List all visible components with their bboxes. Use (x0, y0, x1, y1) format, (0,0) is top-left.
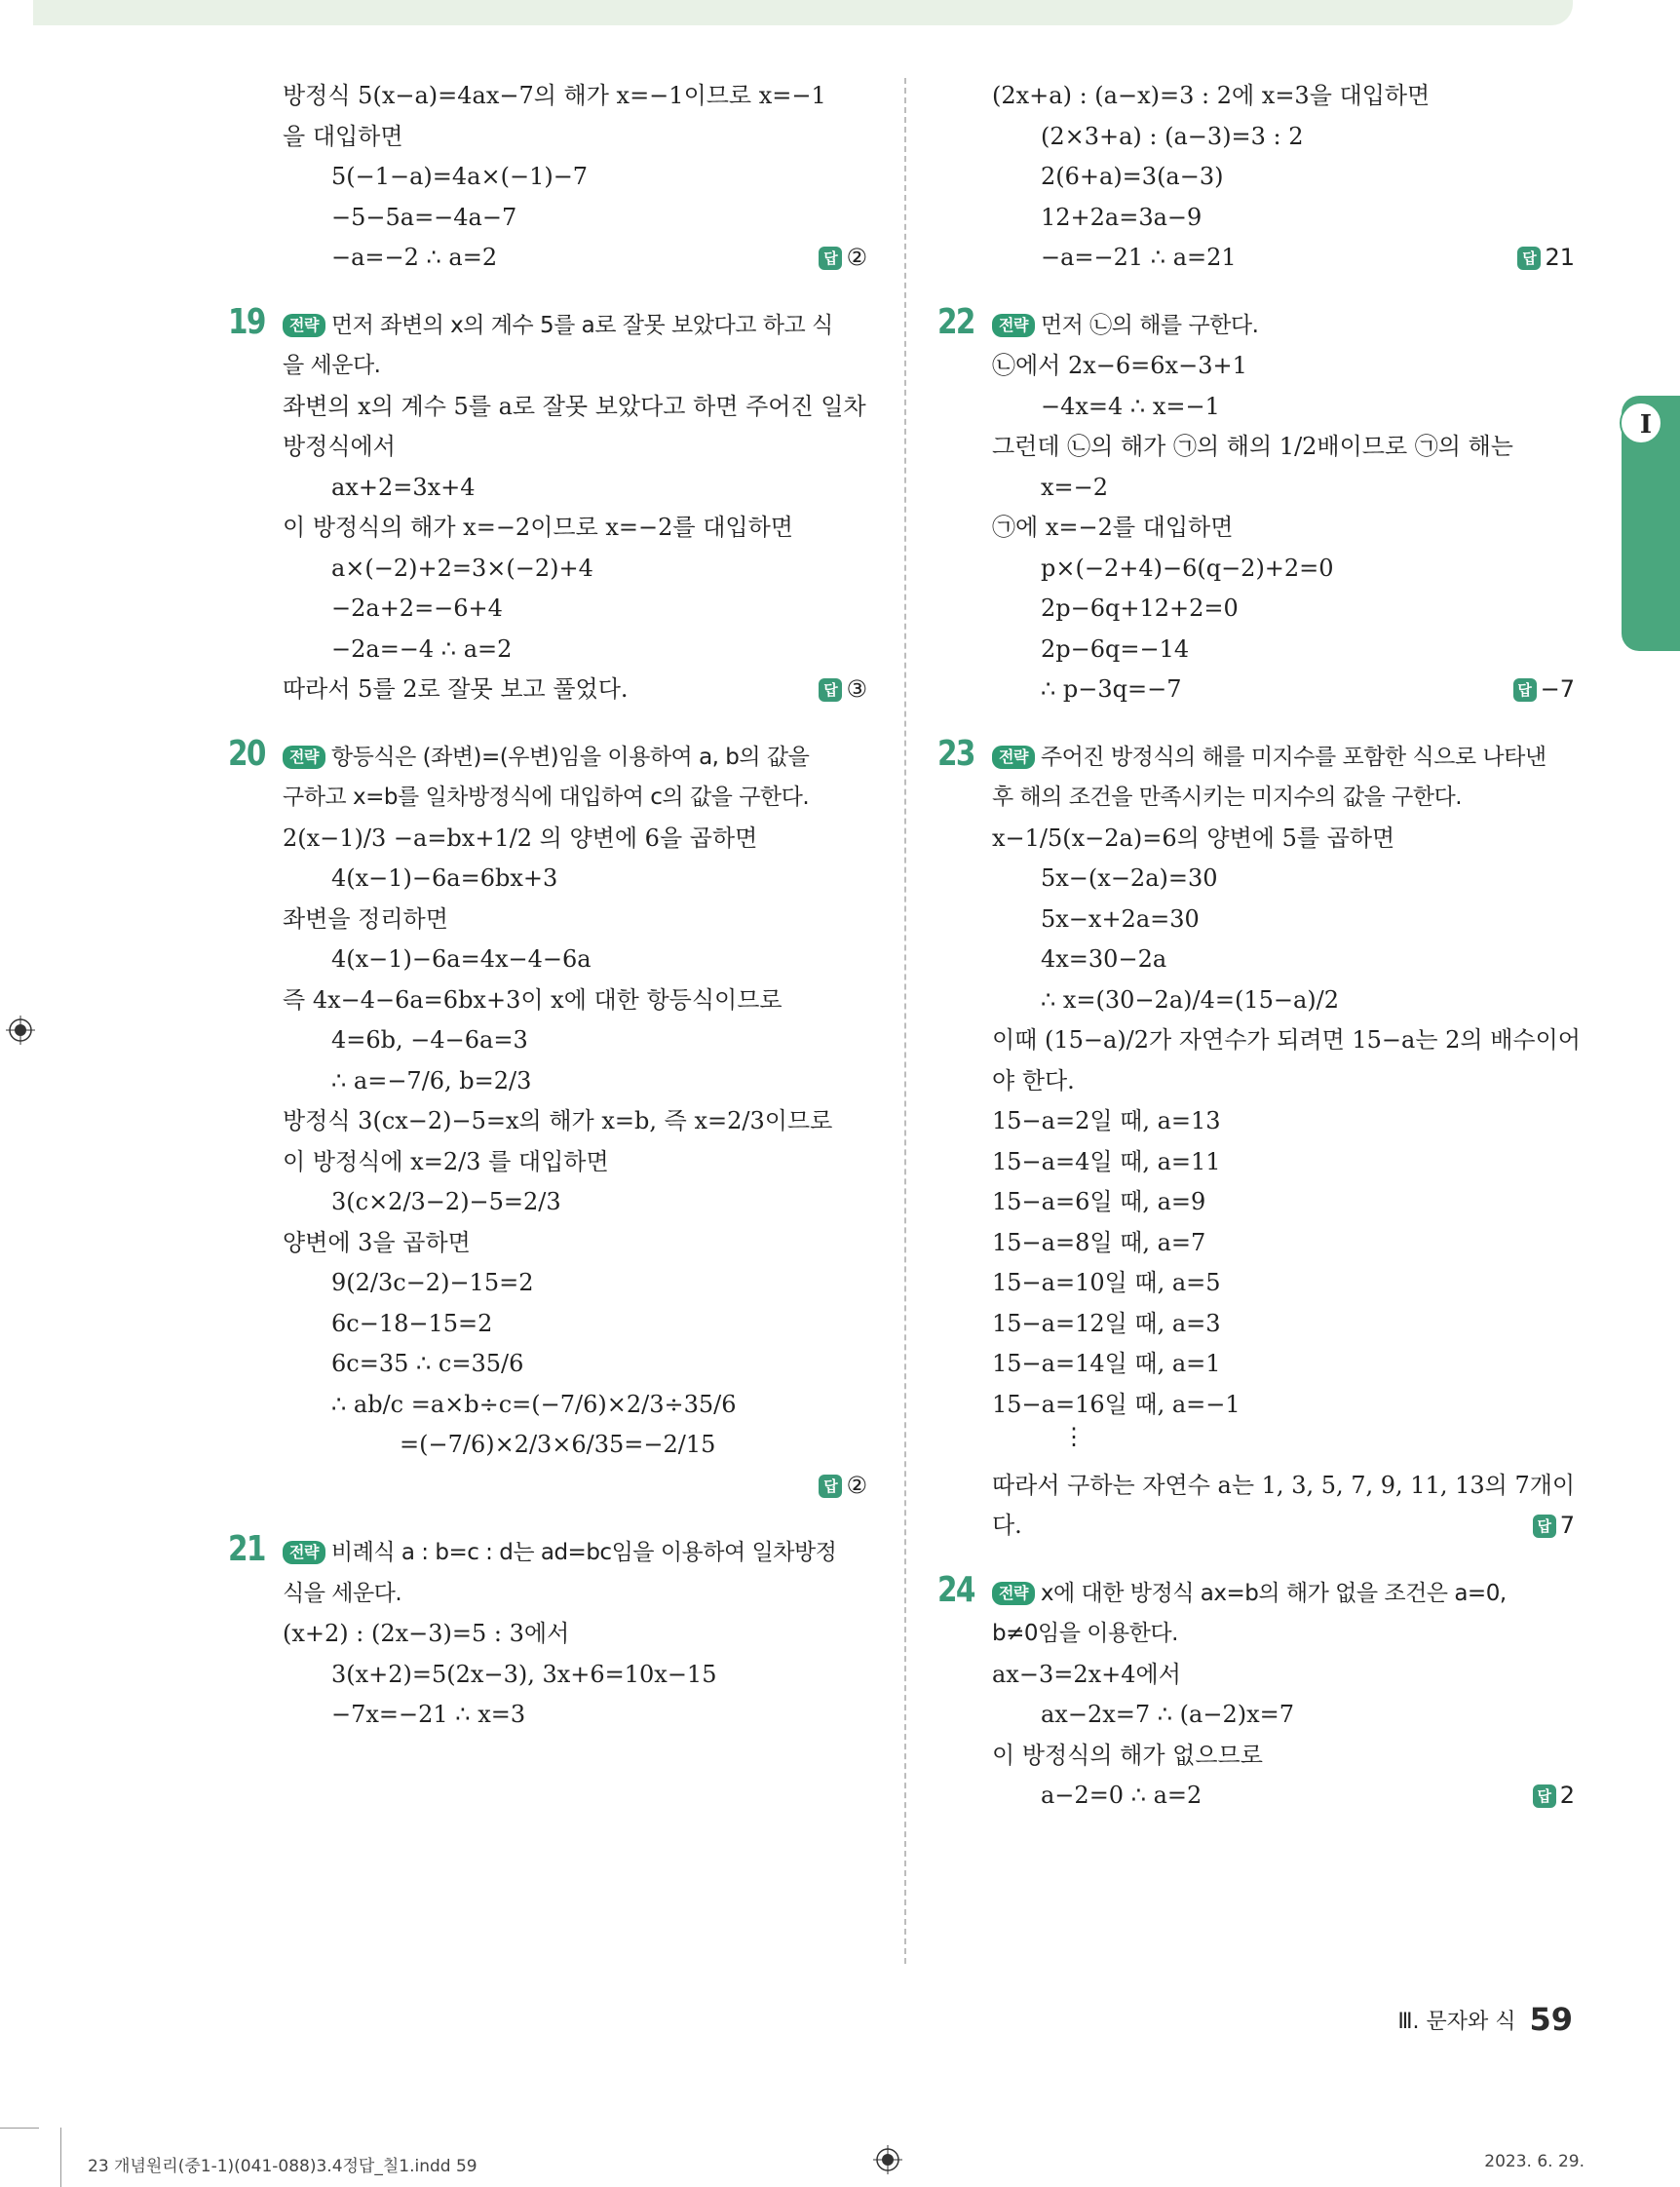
solution-line (283, 1020, 867, 1061)
solution-text: (2x+a) : (a−x)=3 : 2에 x=3을 대입하면 (992, 82, 1431, 109)
solution-line (283, 198, 867, 239)
solution-text: −5−5a=−4a−7 (331, 203, 517, 231)
solution-text: a−2=0 ∴ a=2 (1041, 1782, 1203, 1809)
solution-text: 따라서 구하는 자연수 a는 1, 3, 5, 7, 9, 11, 13의 7개이 (992, 1471, 1576, 1499)
right-column (937, 76, 1581, 1817)
solution-text: 3(x+2)=5(2x−3), 3x+6=10x−15 (331, 1660, 717, 1688)
problem-continuation (283, 76, 867, 279)
solution-line (283, 157, 867, 198)
answer-badge: 답 (819, 678, 842, 702)
answer-badge: 답 (1517, 247, 1541, 270)
solution-line (992, 1182, 1575, 1223)
solution-text: 15−a=12일 때, a=3 (992, 1309, 1221, 1337)
solution-line (992, 1101, 1575, 1142)
solution-text: 방정식 5(x−a)=4ax−7의 해가 x=−1이므로 x=−1 (283, 82, 826, 109)
solution-line (992, 1263, 1575, 1304)
solution-text: (x+2) : (2x−3)=5 : 3에서 (283, 1620, 570, 1647)
solution-line (992, 940, 1575, 980)
left-column (228, 76, 867, 1736)
solution-line (992, 117, 1575, 158)
problem-number: 24 (937, 1569, 974, 1610)
answer-mark (819, 1466, 867, 1507)
solution-text: (2×3+a) : (a−3)=3 : 2 (1041, 122, 1304, 150)
solution-line (992, 157, 1575, 198)
registration-mark-icon (873, 2145, 902, 2174)
solution-text: 4x=30−2a (1041, 945, 1167, 973)
solution-text: 15−a=2일 때, a=13 (992, 1107, 1221, 1134)
strategy-hint-text: 식을 세운다. (283, 1580, 402, 1606)
solution-text: ㉠에 x=−2를 대입하면 (992, 514, 1234, 541)
strategy-tag: 전략 (283, 1541, 325, 1564)
solution-text: ax−3=2x+4에서 (992, 1660, 1181, 1688)
solution-line (283, 1344, 867, 1385)
crop-line (60, 2128, 61, 2187)
strategy-hint-text: 주어진 방정식의 해를 미지수를 포함한 식으로 나타낸 (1040, 744, 1546, 770)
strategy-hint-line (992, 778, 1575, 819)
strategy-hint-line (992, 738, 1575, 779)
solution-line (992, 549, 1575, 590)
problem-number: 21 (228, 1529, 265, 1569)
problem-23 (937, 733, 1581, 1547)
solution-text: 즉 4x−4−6a=6bx+3이 x에 대한 항등식이므로 (283, 985, 783, 1014)
solution-text: 5(−1−a)=4a×(−1)−7 (331, 163, 589, 190)
solution-line (283, 76, 867, 117)
answer-mark (1513, 670, 1575, 710)
solution-text: 9(2/3c−2)−15=2 (331, 1269, 534, 1296)
solution-line (283, 1614, 867, 1655)
strategy-hint-text: 먼저 ㉡의 해를 구한다. (1040, 312, 1259, 338)
solution-text: 방정식 3(cx−2)−5=x의 해가 x=b, 즉 x=2/3이므로 (283, 1107, 833, 1134)
solution-text: 그런데 ㉡의 해가 ㉠의 해의 1/2배이므로 ㉠의 해는 (992, 433, 1513, 460)
strategy-hint-text: 구하고 x=b를 일차방정식에 대입하여 c의 값을 구한다. (283, 785, 810, 810)
solution-line (992, 1223, 1575, 1264)
solution-line (992, 1385, 1575, 1426)
chapter-side-label: I (1620, 402, 1662, 444)
crop-line (0, 2128, 39, 2129)
solution-text: −4x=4 ∴ x=−1 (1041, 392, 1220, 420)
solution-text: 2(x−1)/3 −a=bx+1/2 의 양변에 6을 곱하면 (283, 824, 758, 852)
solution-text: p×(−2+4)−6(q−2)+2=0 (1041, 554, 1334, 582)
page-number: 59 (1529, 2001, 1573, 2038)
spacer (992, 1547, 1575, 1574)
solution-line (992, 1655, 1575, 1696)
print-date: 2023. 6. 29. (1484, 2152, 1585, 2171)
answer-mark (1517, 238, 1575, 279)
strategy-hint-text: b≠0임을 이용한다. (992, 1621, 1178, 1646)
solution-line (992, 1304, 1575, 1345)
solution-line (283, 1101, 867, 1142)
solution-line (283, 1425, 867, 1466)
solution-line (283, 940, 867, 980)
solution-line (283, 508, 867, 549)
strategy-hint-line (283, 738, 867, 779)
solution-text: 다. (992, 1512, 1022, 1539)
solution-line (992, 1736, 1575, 1777)
problem-continuation (992, 76, 1575, 279)
solution-text: 이 방정식의 해가 없으므로 (992, 1741, 1263, 1769)
solution-line (283, 670, 867, 710)
solution-line (283, 387, 867, 428)
solution-text: −2a+2=−6+4 (331, 595, 503, 622)
solution-line (992, 1142, 1575, 1183)
spacer (283, 710, 867, 738)
solution-line (283, 1655, 867, 1696)
chapter-title: Ⅲ. 문자와 식 (1397, 2010, 1516, 2034)
solution-line (992, 670, 1575, 710)
solution-line (992, 819, 1575, 860)
strategy-hint-line (283, 1574, 867, 1615)
solution-line (283, 1695, 867, 1736)
answer-mark (819, 670, 867, 710)
solution-text: ㉡에서 2x−6=6x−3+1 (992, 352, 1247, 379)
solution-text: 야 한다. (992, 1066, 1075, 1094)
solution-line (283, 1142, 867, 1183)
problem-22 (937, 301, 1575, 710)
solution-line (992, 387, 1575, 428)
answer-value: 21 (1545, 244, 1575, 271)
column-divider (904, 78, 906, 1964)
solution-text: 좌변을 정리하면 (283, 904, 448, 933)
print-file-info: 23 개념원리(중1-1)(041-088)3.4정답_칠1.indd 59 (88, 2157, 477, 2176)
solution-text: =(−7/6)×2/3×6/35=−2/15 (400, 1431, 716, 1458)
problem-20 (228, 733, 867, 1507)
solution-line (283, 549, 867, 590)
strategy-hint-text: 먼저 좌변의 x의 계수 5를 a로 잘못 보았다고 하고 식 (330, 312, 833, 338)
answer-mark (1533, 1776, 1575, 1817)
strategy-hint-line (283, 1533, 867, 1574)
solution-line (992, 1466, 1575, 1507)
top-band (33, 0, 1573, 25)
solution-line (992, 980, 1575, 1021)
solution-text: 방정식에서 (283, 433, 396, 460)
solution-text: ax+2=3x+4 (331, 473, 476, 501)
solution-line (283, 1182, 867, 1223)
solution-text: 2p−6q+12+2=0 (1041, 595, 1239, 622)
spacer (283, 279, 867, 306)
solution-line (992, 1776, 1575, 1817)
spacer (283, 1506, 867, 1533)
strategy-hint-text: 항등식은 (좌변)=(우변)임을 이용하여 a, b의 값을 (330, 744, 810, 770)
answer-value: 7 (1559, 1512, 1575, 1539)
answer-value: 2 (1559, 1782, 1575, 1809)
solution-text: −a=−2 ∴ a=2 (331, 244, 498, 271)
answer-value: ③ (846, 675, 867, 703)
solution-line (992, 1506, 1575, 1547)
strategy-hint-line (992, 1614, 1575, 1655)
solution-text: x−1/5(x−2a)=6의 양변에 5를 곱하면 (992, 824, 1395, 852)
answer-mark (819, 238, 867, 279)
solution-text: ∴ a=−7/6, b=2/3 (331, 1066, 532, 1094)
strategy-hint-line (992, 306, 1575, 347)
answer-value: −7 (1540, 675, 1575, 703)
solution-text: ax−2x=7 ∴ (a−2)x=7 (1041, 1701, 1294, 1728)
solution-text: −a=−21 ∴ a=21 (1041, 244, 1237, 271)
solution-line (992, 1344, 1575, 1385)
solution-text: 4(x−1)−6a=6bx+3 (331, 864, 558, 892)
solution-line (992, 468, 1575, 509)
solution-text: 6c−18−15=2 (331, 1309, 493, 1337)
solution-text: 15−a=16일 때, a=−1 (992, 1390, 1241, 1418)
problem-24 (937, 1569, 1575, 1817)
solution-text: ∴ p−3q=−7 (1041, 675, 1182, 703)
solution-line (992, 630, 1575, 671)
solution-text: x=−2 (1041, 473, 1109, 501)
solution-line (283, 1263, 867, 1304)
solution-text: 2(6+a)=3(a−3) (1041, 163, 1224, 190)
solution-text: 2p−6q=−14 (1041, 634, 1190, 663)
spacer (992, 279, 1575, 306)
solution-line (992, 1061, 1575, 1102)
solution-text: 12+2a=3a−9 (1041, 203, 1203, 231)
strategy-tag: 전략 (283, 746, 325, 769)
page-footer (1397, 2001, 1573, 2038)
solution-line (283, 238, 867, 279)
problem-number: 23 (937, 733, 974, 774)
solution-text: ∴ ab/c =a×b÷c=(−7/6)×2/3÷35/6 (331, 1390, 737, 1418)
solution-line (992, 427, 1575, 468)
solution-text: 15−a=14일 때, a=1 (992, 1350, 1221, 1377)
problem-number: 19 (228, 301, 265, 342)
solution-line (283, 117, 867, 158)
answer-badge: 답 (819, 1475, 842, 1498)
strategy-hint-line (283, 306, 867, 347)
solution-line (992, 1020, 1581, 1061)
solution-line (283, 1304, 867, 1345)
problem-number: 20 (228, 733, 265, 774)
solution-line (283, 1223, 867, 1264)
solution-text: 15−a=10일 때, a=5 (992, 1269, 1221, 1296)
solution-line (992, 76, 1575, 117)
solution-text: ∴ x=(30−2a)/4=(15−a)/2 (1041, 985, 1339, 1014)
solution-text: 이 방정식의 해가 x=−2이므로 x=−2를 대입하면 (283, 514, 793, 541)
problem-number: 22 (937, 301, 974, 342)
strategy-hint-text: 을 세운다. (283, 353, 381, 378)
answer-badge: 답 (819, 247, 842, 270)
solution-text: 이 방정식에 x=2/3 를 대입하면 (283, 1147, 609, 1175)
solution-line (992, 198, 1575, 239)
strategy-hint-text: x에 대한 방정식 ax=b의 해가 없을 조건은 a=0, (1040, 1580, 1507, 1606)
answer-badge: 답 (1533, 1784, 1556, 1808)
solution-text: 양변에 3을 곱하면 (283, 1228, 471, 1256)
strategy-tag: 전략 (992, 314, 1035, 337)
solution-line (992, 1425, 1575, 1466)
solution-line (283, 859, 867, 900)
solution-text: 5x−x+2a=30 (1041, 904, 1200, 933)
solution-text: 따라서 5를 2로 잘못 보고 풀었다. (283, 675, 629, 703)
strategy-tag: 전략 (283, 314, 325, 337)
solution-line (283, 468, 867, 509)
solution-text: −7x=−21 ∴ x=3 (331, 1701, 526, 1728)
solution-text: 15−a=6일 때, a=9 (992, 1188, 1206, 1215)
solution-text: 3(c×2/3−2)−5=2/3 (331, 1188, 561, 1215)
solution-text: 이때 (15−a)/2가 자연수가 되려면 15−a는 2의 배수이어 (992, 1026, 1581, 1054)
solution-text: 을 대입하면 (283, 122, 403, 150)
answer-badge: 답 (1533, 1515, 1556, 1538)
answer-badge: 답 (1513, 678, 1537, 702)
strategy-tag: 전략 (992, 746, 1035, 769)
strategy-hint-text: 비례식 a : b=c : d는 ad=bc임을 이용하여 일차방정 (330, 1540, 837, 1565)
solution-line (992, 1695, 1575, 1736)
solution-line (992, 238, 1575, 279)
solution-text: ⋮ (1062, 1423, 1086, 1450)
solution-line (283, 1385, 867, 1426)
solution-text: 6c=35 ∴ c=35/6 (331, 1350, 524, 1377)
solution-text: 15−a=4일 때, a=11 (992, 1147, 1221, 1175)
registration-mark-icon (6, 1016, 35, 1045)
solution-text: 5x−(x−2a)=30 (1041, 864, 1218, 892)
solution-text: −2a=−4 ∴ a=2 (331, 634, 513, 663)
strategy-hint-line (992, 1574, 1575, 1615)
solution-line (992, 589, 1575, 630)
solution-text: 4(x−1)−6a=4x−4−6a (331, 945, 592, 973)
strategy-tag: 전략 (992, 1582, 1035, 1605)
solution-line (992, 346, 1575, 387)
solution-text: 15−a=8일 때, a=7 (992, 1228, 1206, 1256)
problem-21 (228, 1529, 867, 1736)
solution-text: a×(−2)+2=3×(−2)+4 (331, 554, 593, 582)
strategy-hint-line (283, 346, 867, 387)
spacer (992, 710, 1575, 738)
solution-text: 4=6b, −4−6a=3 (331, 1026, 528, 1054)
solution-line (283, 980, 867, 1021)
answer-mark (1533, 1506, 1575, 1547)
solution-text: 좌변의 x의 계수 5를 a로 잘못 보았다고 하면 주어진 일차 (283, 392, 866, 420)
strategy-hint-text: 후 해의 조건을 만족시키는 미지수의 값을 구한다. (992, 785, 1463, 810)
solution-line (283, 630, 867, 671)
solution-line (992, 900, 1575, 940)
solution-line (992, 859, 1575, 900)
solution-line (283, 427, 867, 468)
solution-line (992, 508, 1575, 549)
answer-value: ② (846, 1471, 867, 1499)
solution-line (283, 1466, 867, 1507)
solution-line (283, 589, 867, 630)
problem-19 (228, 301, 867, 710)
solution-line (283, 1061, 867, 1102)
solution-line (283, 819, 867, 860)
answer-value: ② (846, 244, 867, 271)
strategy-hint-line (283, 778, 867, 819)
solution-line (283, 900, 867, 940)
